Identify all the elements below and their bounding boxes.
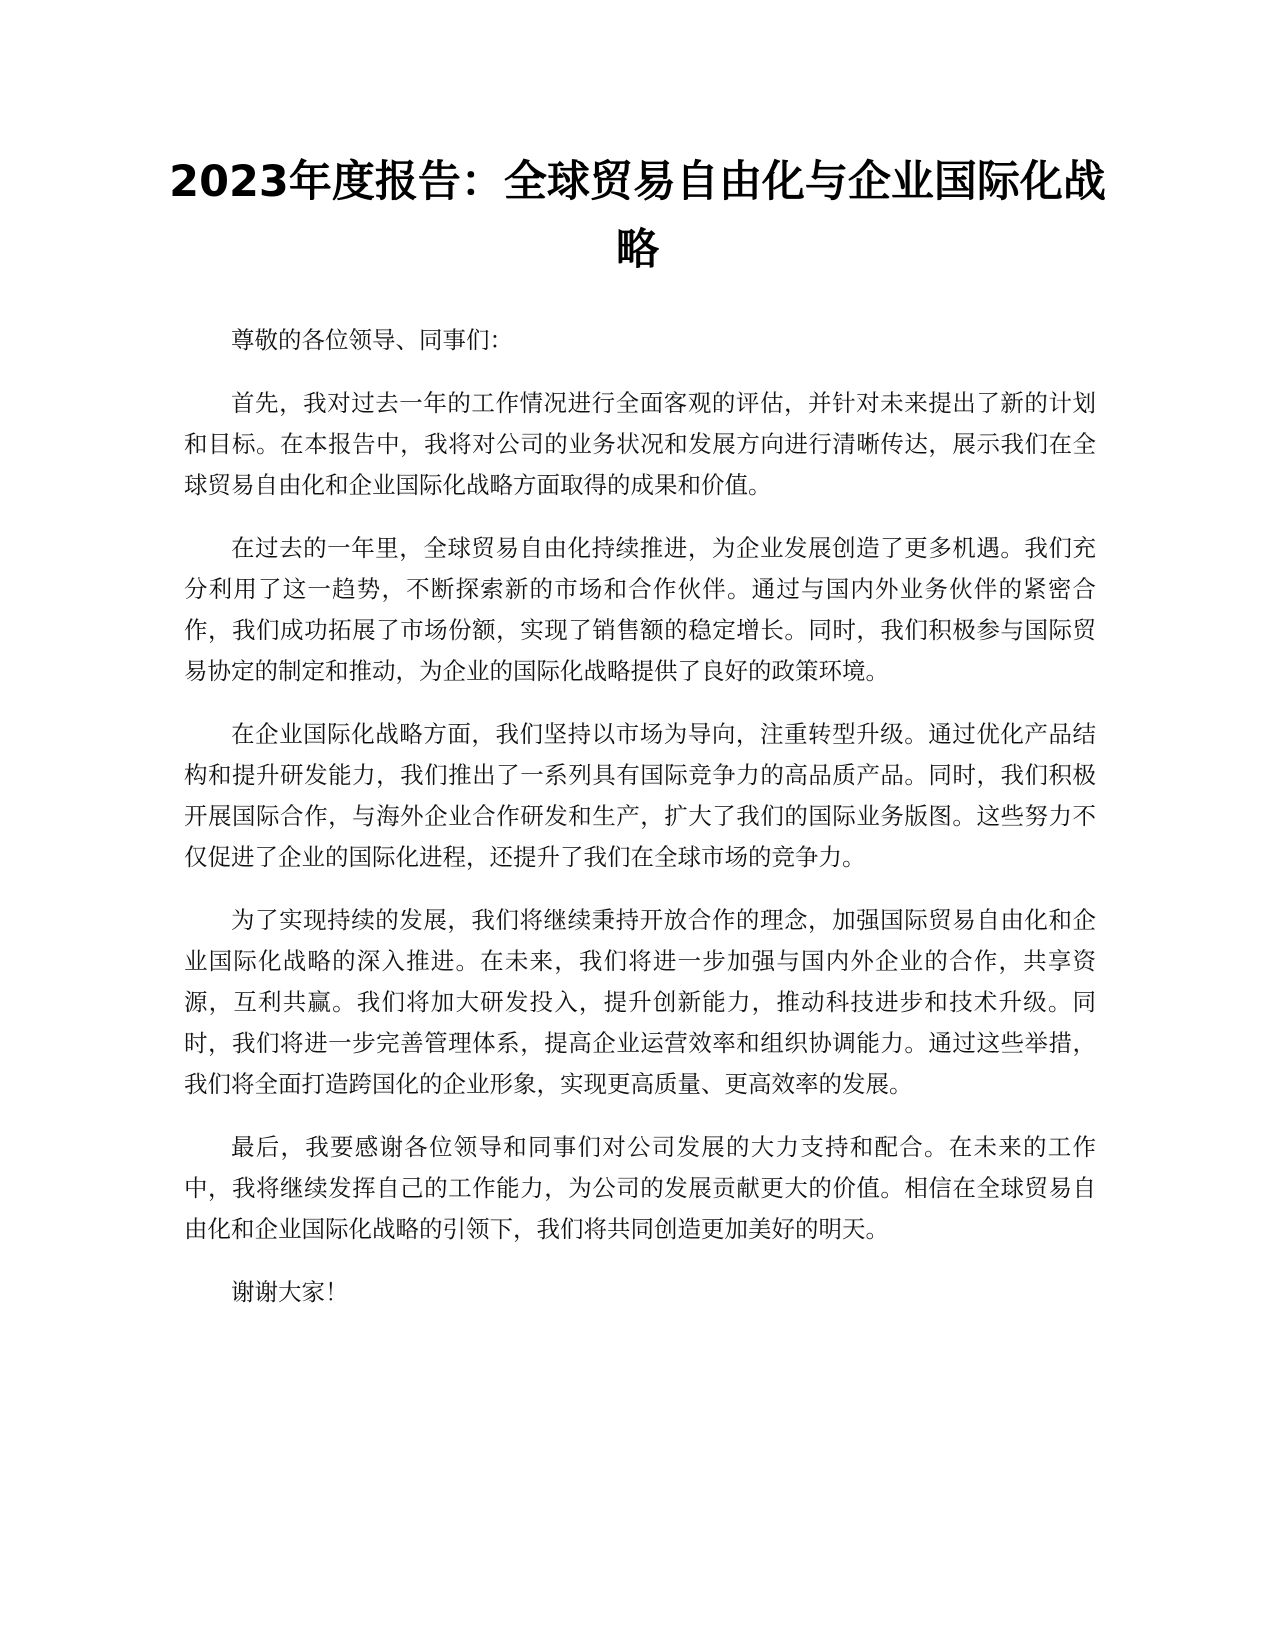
document-body: [184, 320, 1096, 1335]
body-paragraph: 在企业国际化战略方面，我们坚持以市场为导向，注重转型升级。通过优化产品结构和提升研发能力，我们推出了一系列具有国际竞争力的高品质产品。同时，我们积极开展国际合作，与海外企业合作研发和生产，扩大了我们的国际业务版图。这些努力不仅促进了企业的国际化进程，还提升了我们在全球市场的竞争力。: [184, 720, 1096, 871]
document-title: 2023年度报告：全球贸易自由化与企业国际化战略: [169, 157, 1106, 275]
body-paragraph: 最后，我要感谢各位领导和同事们对公司发展的大力支持和配合。在未来的工作中，我将继续发挥自己的工作能力，为公司的发展贡献更大的价值。相信在全球贸易自由化和企业国际化战略的引领下，我们将共同创造更加美好的明天。: [184, 1133, 1096, 1243]
body-paragraph: 首先，我对过去一年的工作情况进行全面客观的评估，并针对未来提出了新的计划和目标。在本报告中，我将对公司的业务状况和发展方向进行清晰传达，展示我们在全球贸易自由化和企业国际化战略方面取得的成果和价值。: [184, 389, 1096, 499]
body-paragraph: 为了实现持续的发展，我们将继续秉持开放合作的理念，加强国际贸易自由化和企业国际化战略的深入推进。在未来，我们将进一步加强与国内外企业的合作，共享资源，互利共赢。我们将加大研发投入，提升创新能力，推动科技进步和技术升级。同时，我们将进一步完善管理体系，提高企业运营效率和组织协调能力。通过这些举措，我们将全面打造跨国化的企业形象，实现更高质量、更高效率的发展。: [184, 906, 1096, 1098]
closing-paragraph: 谢谢大家！: [231, 1278, 349, 1306]
salutation-paragraph: 尊敬的各位领导、同事们：: [231, 326, 513, 354]
body-paragraph: 在过去的一年里，全球贸易自由化持续推进，为企业发展创造了更多机遇。我们充分利用了这一趋势，不断探索新的市场和合作伙伴。通过与国内外业务伙伴的紧密合作，我们成功拓展了市场份额，实现了销售额的稳定增长。同时，我们积极参与国际贸易协定的制定和推动，为企业的国际化战略提供了良好的政策环境。: [184, 534, 1096, 685]
